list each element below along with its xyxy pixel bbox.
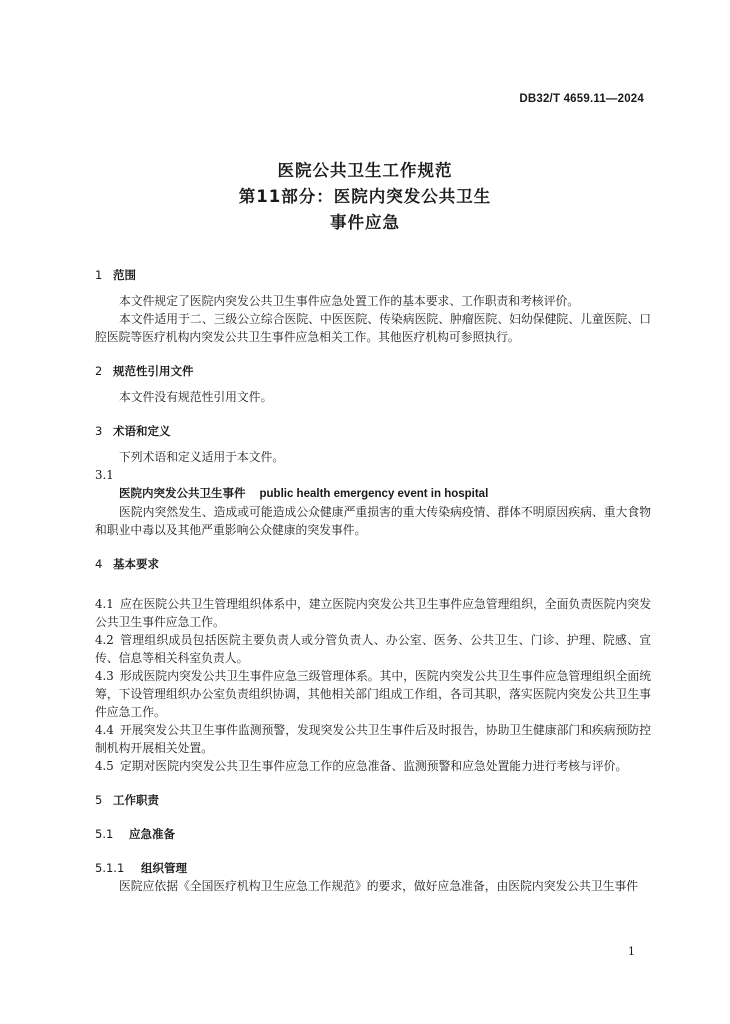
clause-item (95, 595, 651, 631)
subsection-title: 组织管理 (141, 861, 187, 875)
clause-number: 4.3 (95, 669, 114, 683)
clause-text: 定期对医院内突发公共卫生事件应急工作的应急准备、监测预警和应急处置能力进行考核与评价。 (120, 759, 628, 773)
page-number: 1 (628, 945, 635, 958)
section-4-heading (95, 555, 651, 573)
paragraph: 本文件没有规范性引用文件。 (119, 390, 273, 404)
term-english: public health emergency event in hospital (259, 488, 489, 500)
clause-text: 开展突发公共卫生事件监测预警，发现突发公共卫生事件后及时报告，协助卫生健康部门和疾病预防控制机构开展相关处置。 (95, 723, 651, 755)
clause-item (95, 757, 651, 775)
document-title (0, 158, 730, 236)
section-3-heading (95, 422, 651, 440)
section-1-heading (95, 266, 651, 284)
standard-code: DB32/T 4659.11—2024 (519, 93, 644, 105)
title-line-2: 第11部分：医院内突发公共卫生 (238, 187, 492, 206)
paragraph: 下列术语和定义适用于本文件。 (119, 450, 285, 464)
section-5-heading (95, 791, 651, 809)
section-title: 基本要求 (113, 557, 159, 571)
term-chinese: 医院内突发公共卫生事件 (119, 486, 246, 500)
subsection-number: 5.1.1 (95, 861, 125, 875)
clause-text: 应在医院公共卫生管理组织体系中，建立医院内突发公共卫生事件应急管理组织，全面负责医院内突发公共卫生事件应急工作。 (95, 597, 651, 629)
section-title: 术语和定义 (113, 424, 171, 438)
clause-text: 管理组织成员包括医院主要负责人或分管负责人、办公室、医务、公共卫生、门诊、护理、院感、宣传、信息等相关科室负责人。 (95, 633, 651, 665)
section-title: 规范性引用文件 (113, 364, 194, 378)
subsection-title: 应急准备 (129, 827, 175, 841)
subsection-number: 5.1 (95, 827, 114, 841)
term-entry (95, 484, 651, 503)
document-body (95, 266, 651, 895)
paragraph: 医院应依据《全国医疗机构卫生应急工作规范》的要求，做好应急准备，由医院内突发公共卫生事件 (119, 879, 639, 893)
clause-text: 形成医院内突发公共卫生事件应急三级管理体系。其中，医院内突发公共卫生事件应急管理组织全面统筹，下设管理组织办公室负责组织协调，其他相关部门组成工作组，各司其职，落实医院内突发公共卫生事件应急工作。 (95, 669, 651, 719)
title-line-1: 医院公共卫生工作规范 (277, 161, 453, 180)
clause-item (95, 631, 651, 667)
clause-number: 4.2 (95, 633, 114, 647)
section-title: 工作职责 (113, 793, 159, 807)
section-number: 5 (95, 793, 103, 807)
clause-item (95, 721, 651, 757)
section-number: 2 (95, 364, 103, 378)
section-number: 1 (95, 268, 103, 282)
clause-number: 4.1 (95, 597, 114, 611)
paragraph: 本文件规定了医院内突发公共卫生事件应急处置工作的基本要求、工作职责和考核评价。 (119, 294, 580, 308)
term-definition: 医院内突然发生、造成或可能造成公众健康严重损害的重大传染病疫情、群体不明原因疾病、重大食物和职业中毒以及其他严重影响公众健康的突发事件。 (95, 505, 651, 537)
clause-item (95, 667, 651, 721)
clause-number: 4.4 (95, 723, 114, 737)
subsection-5-1-heading (95, 825, 651, 843)
section-number: 3 (95, 424, 103, 438)
section-title: 范围 (113, 268, 136, 282)
title-line-3: 事件应急 (330, 213, 400, 232)
term-number: 3.1 (95, 468, 114, 482)
section-number: 4 (95, 557, 103, 571)
section-2-heading (95, 362, 651, 380)
subsection-5-1-1-heading (95, 859, 651, 877)
clause-number: 4.5 (95, 759, 114, 773)
paragraph: 本文件适用于二、三级公立综合医院、中医医院、传染病医院、肿瘤医院、妇幼保健院、儿童医院、口腔医院等医疗机构内突发公共卫生事件应急相关工作。其他医疗机构可参照执行。 (95, 312, 651, 344)
